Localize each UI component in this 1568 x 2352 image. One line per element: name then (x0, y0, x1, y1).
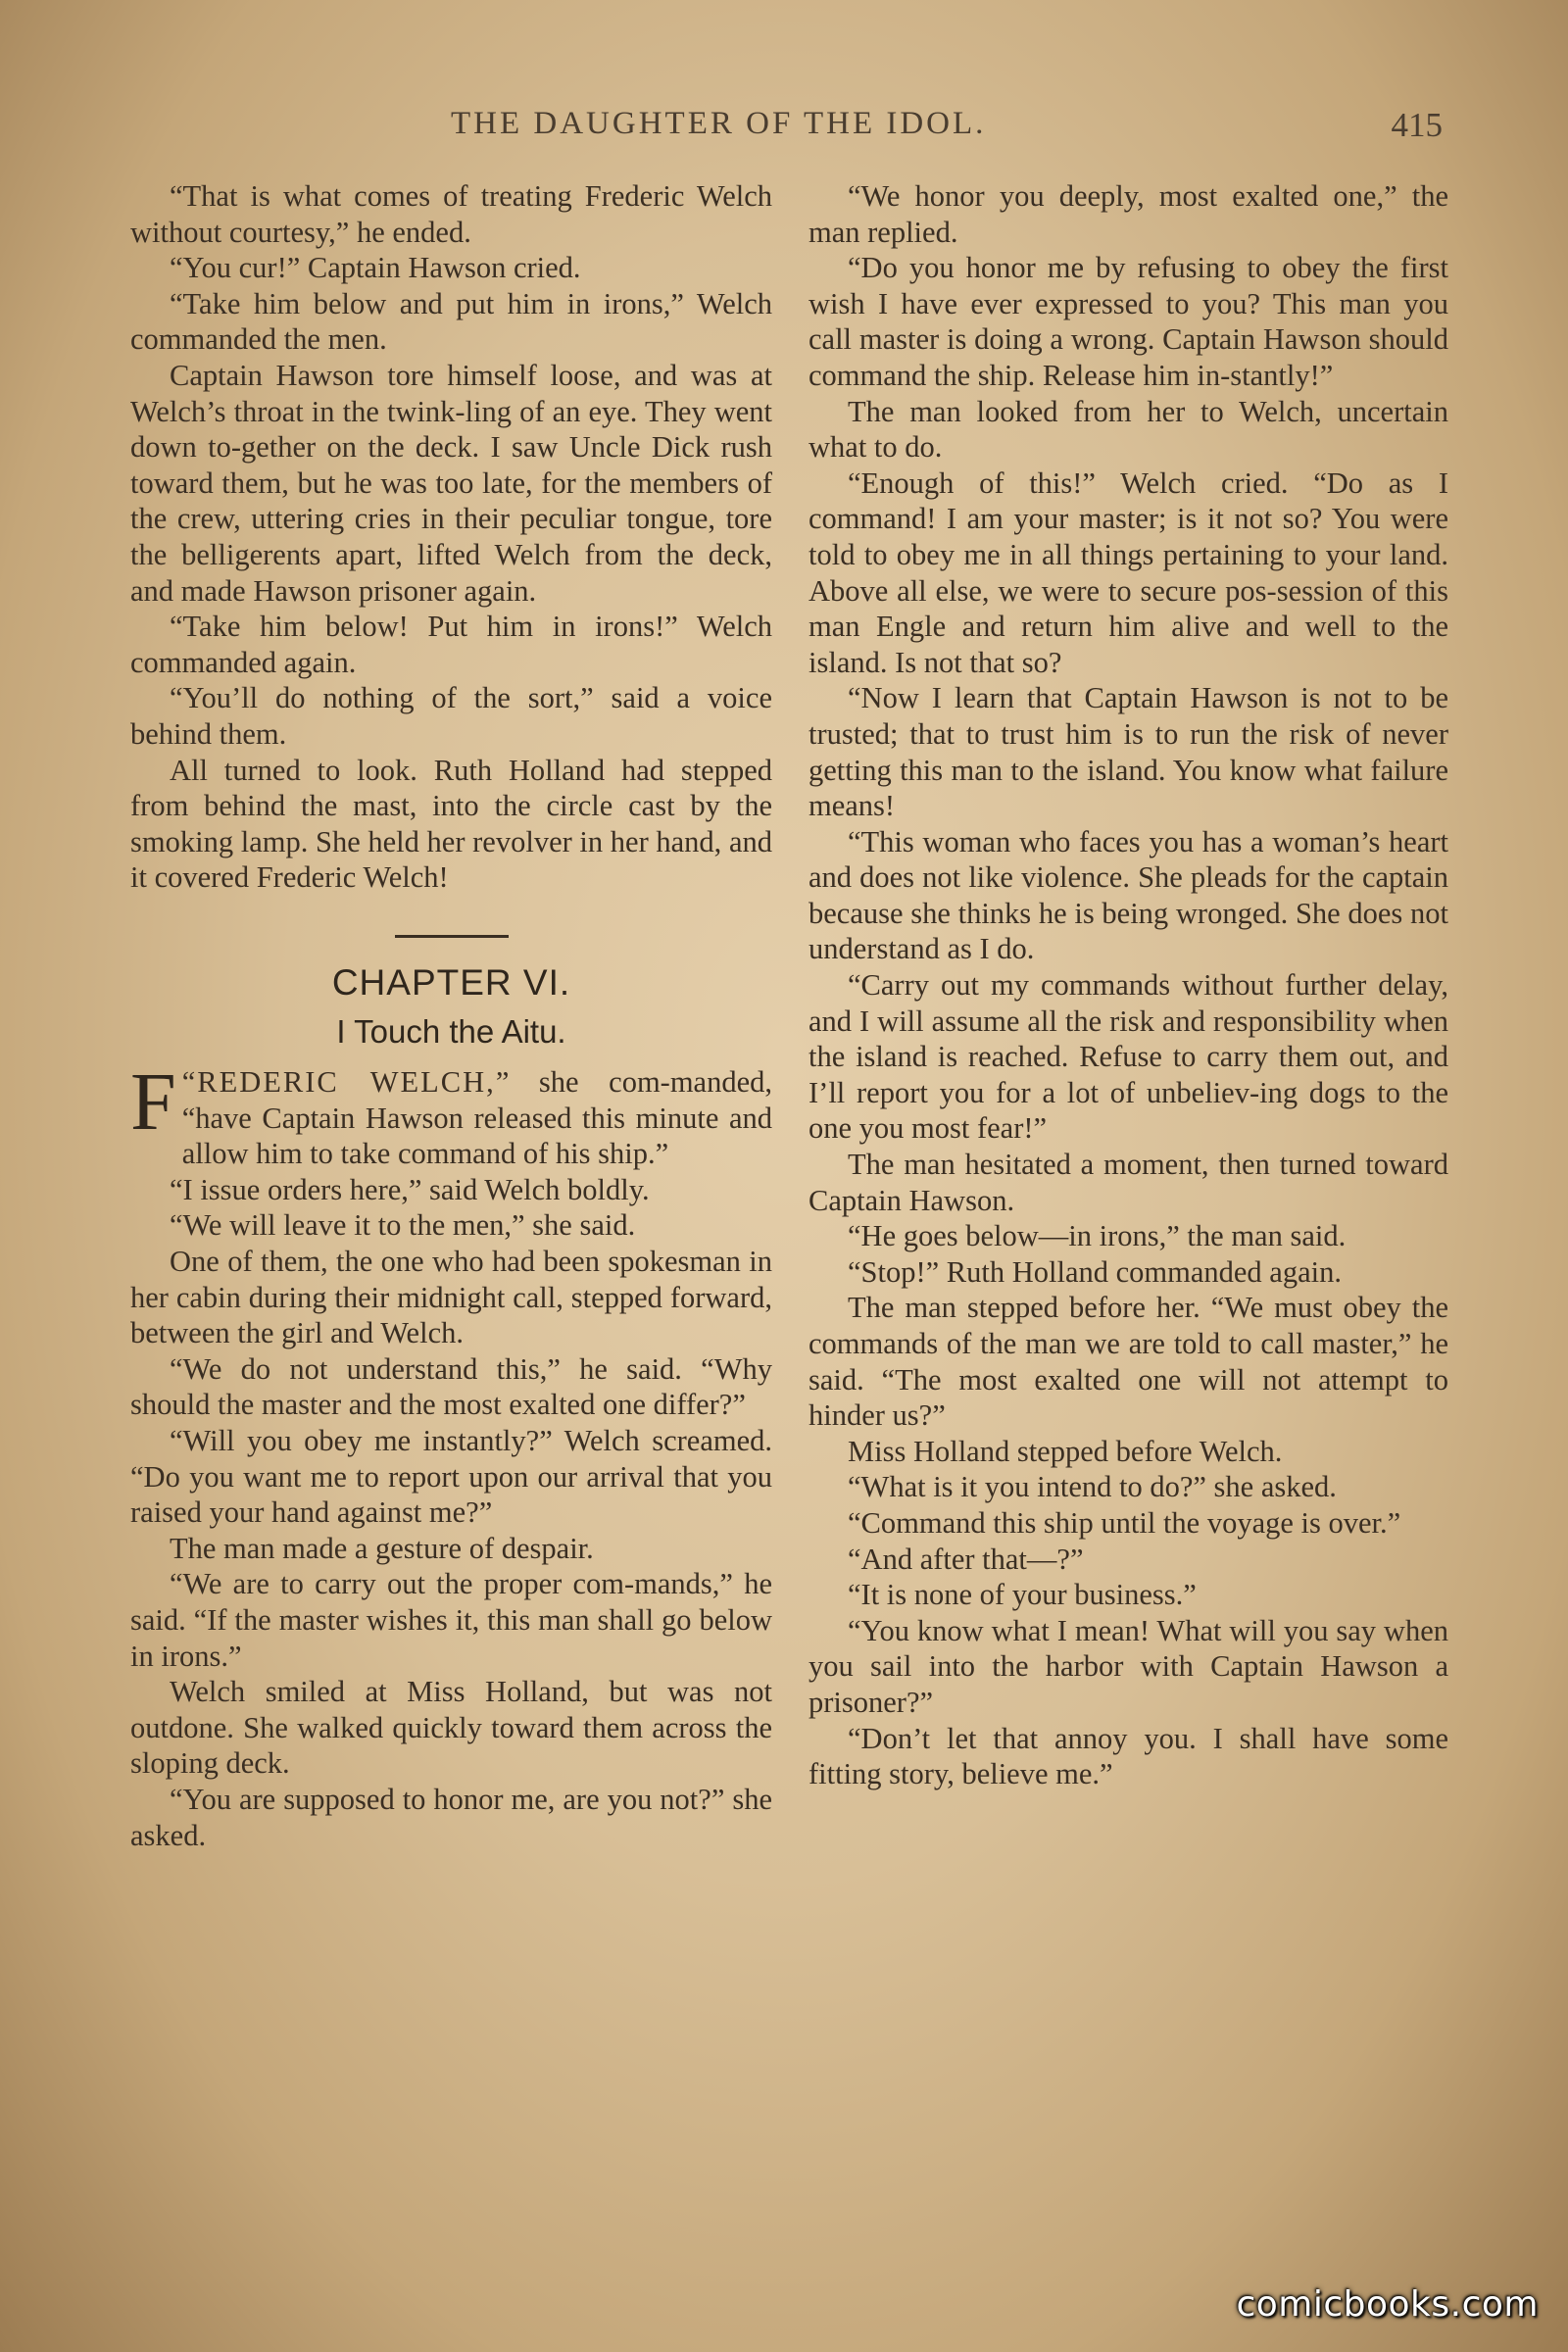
paragraph: “What is it you intend to do?” she asked. (848, 1470, 1337, 1504)
chapter-title: I Touch the Aitu. (336, 1013, 566, 1051)
paragraph: Miss Holland stepped before Welch. (848, 1434, 1283, 1468)
opening-paragraph-rest: ” she com-manded, “have Captain Hawson released this minute and allow him to take command of his ship.” (181, 1065, 772, 1171)
paragraph: “Don’t let that annoy you. I shall have some fitting story, believe me.” (808, 1721, 1448, 1791)
opening-quote: “ (181, 1065, 198, 1100)
paragraph: The man stepped before her. “We must obey the commands of the man we are told to call master,” he said. “The most exalted one will not attempt to hinder us?” (808, 1291, 1448, 1433)
paragraph: “This woman who faces you has a woman’s heart and does not like violence. She pleads for the captain because she thinks he is being wronged. She does not understand as I do. (808, 824, 1448, 966)
paragraph: Welch smiled at Miss Holland, but was not outdone. She walked quickly toward them across the sloping deck. (130, 1675, 772, 1781)
paragraph: One of them, the one who had been spokesman in her cabin during their midnight call, stepped forward, between the girl and Welch. (130, 1245, 772, 1350)
right-column (808, 178, 1448, 1792)
paragraph: “He goes below—in irons,” the man said. (848, 1219, 1347, 1253)
paragraph: The man made a gesture of despair. (170, 1531, 594, 1565)
running-title: THE DAUGHTER OF THE IDOL. (451, 106, 987, 141)
paragraph: “You’ll do nothing of the sort,” said a voice behind them. (130, 681, 772, 751)
paragraph: “Enough of this!” Welch cried. “Do as I command! I am your master; is it not so? You were told to obey me in all things pertaining to your land. Above all else, we were to secure pos-session of this man Engle and return him alive and well to the island. Is not that so? (808, 466, 1448, 679)
paragraph: “You know what I mean! What will you say when you sail into the harbor with Captain Hawson a prisoner?” (808, 1613, 1448, 1719)
left-paragraphs-after (130, 1172, 772, 1853)
chapter-opening-paragraph (130, 1056, 772, 1172)
paragraph: “Will you obey me instantly?” Welch screamed. “Do you want me to report upon our arrival that you raised your hand against me?” (130, 1424, 772, 1530)
paragraph: “And after that—?” (848, 1542, 1084, 1576)
drop-cap: F (130, 1056, 176, 1149)
paragraph: “We do not understand this,” he said. “Why should the master and the most exalted one differ?” (130, 1351, 772, 1422)
paragraph: “Stop!” Ruth Holland commanded again. (848, 1254, 1342, 1289)
paragraph: “That is what comes of treating Frederic Welch without courtesy,” he ended. (130, 179, 772, 249)
page-number: 415 (1391, 106, 1443, 144)
left-paragraphs-before (130, 178, 772, 896)
paragraph: “Carry out my commands without further delay, and I will assume all the risk and responsibility when the island is reached. Refuse to carry them out, and I’ll report you for a lot of unbeliev-ing dogs to the one you most fear!” (808, 968, 1448, 1146)
paragraph: The man hesitated a moment, then turned toward Captain Hawson. (808, 1148, 1448, 1217)
site-watermark: comicbooks.com (1236, 2284, 1539, 2325)
chapter-heading: CHAPTER VI. (331, 961, 571, 1003)
paragraph: “We honor you deeply, most exalted one,” the man replied. (808, 179, 1448, 249)
left-column (130, 178, 772, 1853)
paragraph: Captain Hawson tore himself loose, and was at Welch’s throat in the twink-ling of an eye. They went down to-gether on the deck. I saw Uncle Dick rush toward them, but he was too late, for the members of the crew, uttering cries in their peculiar tongue, tore the belligerents apart, lifted Welch from the deck, and made Hawson prisoner again. (130, 358, 772, 608)
paragraph: “We are to carry out the proper com-mands,” he said. “If the master wishes it, this man shall go below in irons.” (130, 1567, 772, 1673)
drop-cap-lead: REDERIC WELCH, (197, 1065, 496, 1100)
paragraph: “You are supposed to honor me, are you not?” she asked. (130, 1782, 772, 1852)
paragraph: “Command this ship until the voyage is over.” (848, 1505, 1401, 1540)
paragraph: All turned to look. Ruth Holland had stepped from behind the mast, into the circle cast by the smoking lamp. She held her revolver in her hand, and it covered Frederic Welch! (130, 753, 772, 895)
section-divider (395, 935, 509, 938)
paragraph: “Now I learn that Captain Hawson is not to be trusted; that to trust him is to run the risk of never getting this man to the island. You know what failure means! (808, 681, 1448, 823)
paragraph: “Take him below and put him in irons,” Welch commanded the men. (130, 286, 772, 357)
paragraph: “I issue orders here,” said Welch boldly. (170, 1172, 650, 1206)
paragraph: The man looked from her to Welch, uncertain what to do. (808, 394, 1448, 465)
paragraph: “Take him below! Put him in irons!” Welch commanded again. (130, 610, 772, 679)
running-head (0, 106, 1568, 145)
paragraph: “We will leave it to the men,” she said. (170, 1208, 636, 1243)
paragraph: “It is none of your business.” (848, 1578, 1197, 1612)
paragraph: “Do you honor me by refusing to obey the first wish I have ever expressed to you? This man you call master is doing a wrong. Captain Hawson should command the ship. Release him in-stantly!” (808, 251, 1448, 392)
paragraph: “You cur!” Captain Hawson cried. (170, 251, 581, 285)
